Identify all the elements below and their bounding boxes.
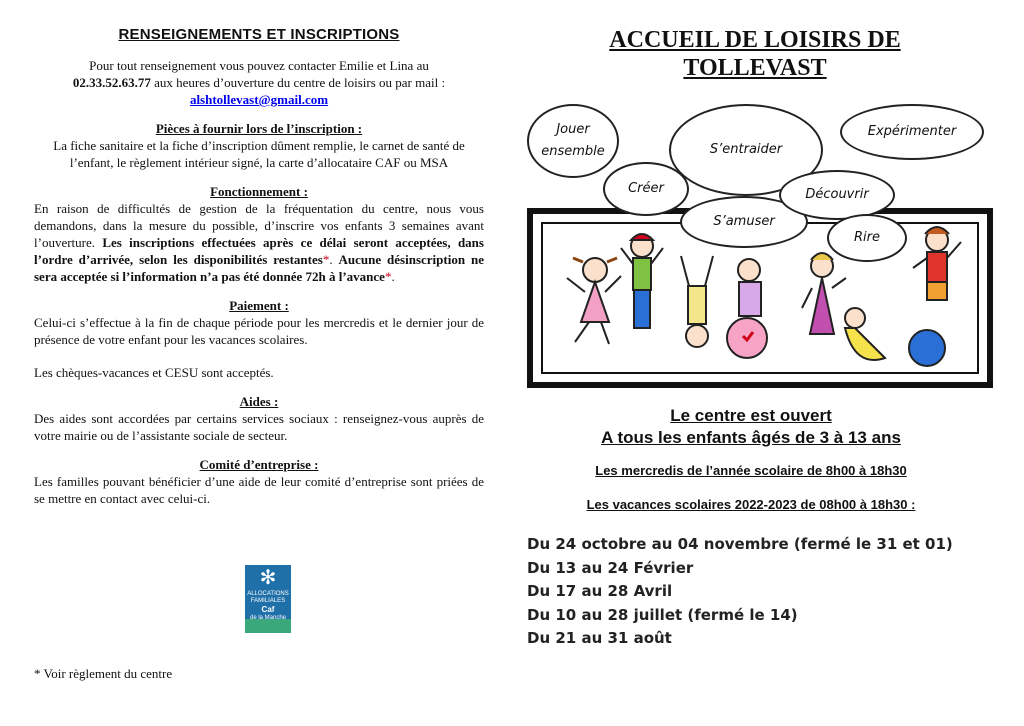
- open-line-2: A tous les enfants âgés de 3 à 13 ans: [601, 428, 901, 447]
- fonctionnement-title: Fonctionnement :: [210, 184, 308, 199]
- bubble-jouer-ensemble: Jouer ensemble: [527, 104, 619, 178]
- footnote: * Voir règlement du centre: [34, 666, 173, 681]
- pieces-text: La fiche sanitaire et la fiche d’inscription dûment remplie, le carnet de santé de l’enfant, le règlement intérieur signé, la carte d’allocataire CAF ou MSA: [53, 138, 465, 170]
- child-figure: [567, 258, 621, 344]
- open-line-1: Le centre est ouvert: [670, 406, 832, 425]
- info-header: RENSEIGNEMENTS ET INSCRIPTIONS: [118, 26, 400, 43]
- mercredis-line: Les mercredis de l’année scolaire de 8h00 à 18h30: [595, 463, 907, 478]
- email-link[interactable]: alshtollevast@gmail.com: [189, 92, 329, 107]
- contact-rest: aux heures d’ouverture du centre de loisirs ou par mail :: [150, 75, 446, 90]
- date-item: Du 21 au 31 août: [527, 629, 672, 647]
- contact-paragraph: [34, 57, 484, 108]
- bubble-sentraider: S’entraider: [669, 104, 823, 196]
- aides-title: Aides :: [239, 394, 279, 409]
- aides-text: Des aides sont accordées par certains services sociaux : renseignez-vous auprès de votre mairie ou de l’assistante sociale de secteur.: [34, 411, 484, 443]
- date-item: Du 24 octobre au 04 novembre (fermé le 31 et 01): [527, 535, 953, 553]
- bubble-decouvrir: Découvrir: [779, 170, 895, 220]
- comite-title: Comité d’entreprise :: [199, 457, 319, 472]
- bubble-rire: Rire: [827, 214, 907, 262]
- asterisk-1: *: [322, 252, 330, 267]
- bubble-creer: Créer: [603, 162, 689, 216]
- page-title-line-2: TOLLEVAST: [683, 55, 827, 81]
- date-item: Du 17 au 28 Avril: [527, 582, 673, 600]
- fonctionnement-intro: En raison de difficultés de gestion de la fréquentation du centre, nous vous demandons, dans la mesure du possible, d’inscrire vos enfants 3 semaines avant l’ouverture.: [34, 201, 484, 250]
- fonctionnement-bold-1: Les inscriptions effectuées après ce délai seront acceptées, dans l’ordre d’arrivée, selon les disponibilités restantes: [34, 235, 484, 267]
- vacation-dates: [527, 533, 953, 651]
- paiement-title: Paiement :: [229, 298, 289, 313]
- fonctionnement-text: En raison de difficultés de gestion de la fréquentation du centre, nous vous demandons, dans la mesure du possible, d’inscrire vos enfants 3 semaines avant l’ouverture. Les inscriptions effectuées après ce délai seront acceptées, dans l’ordre d’arrivée, selon les disponibilités restantes*. Aucune désinscription ne sera acceptée si l’information n’a pas été donnée 72h à l’avance*.: [34, 201, 484, 284]
- phone-number: 02.33.52.63.77: [72, 75, 151, 90]
- caf-logo: ✻ ALLOCATIONS FAMILIALES Caf de la Manche: [245, 565, 291, 633]
- title-block: [520, 26, 990, 82]
- bubble-samuser: S’amuser: [680, 196, 808, 248]
- info-column: [34, 26, 484, 507]
- date-item: Du 10 au 28 juillet (fermé le 14): [527, 605, 798, 624]
- contact-intro: Pour tout renseignement vous pouvez contacter Emilie et Lina au: [89, 58, 429, 73]
- asterisk-2: *: [384, 269, 392, 284]
- opening-info: [520, 405, 982, 449]
- vacances-line: Les vacances scolaires 2022-2023 de 08h00 à 18h30 :: [586, 497, 916, 512]
- snowflake-icon: ✻: [259, 567, 277, 589]
- bubble-experimenter: Expérimenter: [840, 104, 984, 160]
- page-title-line-1: ACCUEIL DE LOISIRS DE: [609, 27, 901, 53]
- comite-text: Les familles pouvant bénéficier d’une aide de leur comité d’entreprise sont priées de se mettre en contact avec celui-ci.: [34, 474, 484, 506]
- paiement-text: Celui-ci s’effectue à la fin de chaque période pour les mercredis et le dernier jour de présence de votre enfant pour les vacances scolaires.: [34, 315, 484, 347]
- date-item: Du 13 au 24 Février: [527, 558, 694, 577]
- fonctionnement-bold-2: Aucune désinscription ne sera acceptée si l’information n’a pas été donnée 72h à l’avance: [34, 252, 484, 284]
- pieces-title: Pièces à fournir lors de l’inscription :: [155, 121, 363, 136]
- cheques-text: Les chèques-vacances et CESU sont acceptés.: [34, 365, 274, 380]
